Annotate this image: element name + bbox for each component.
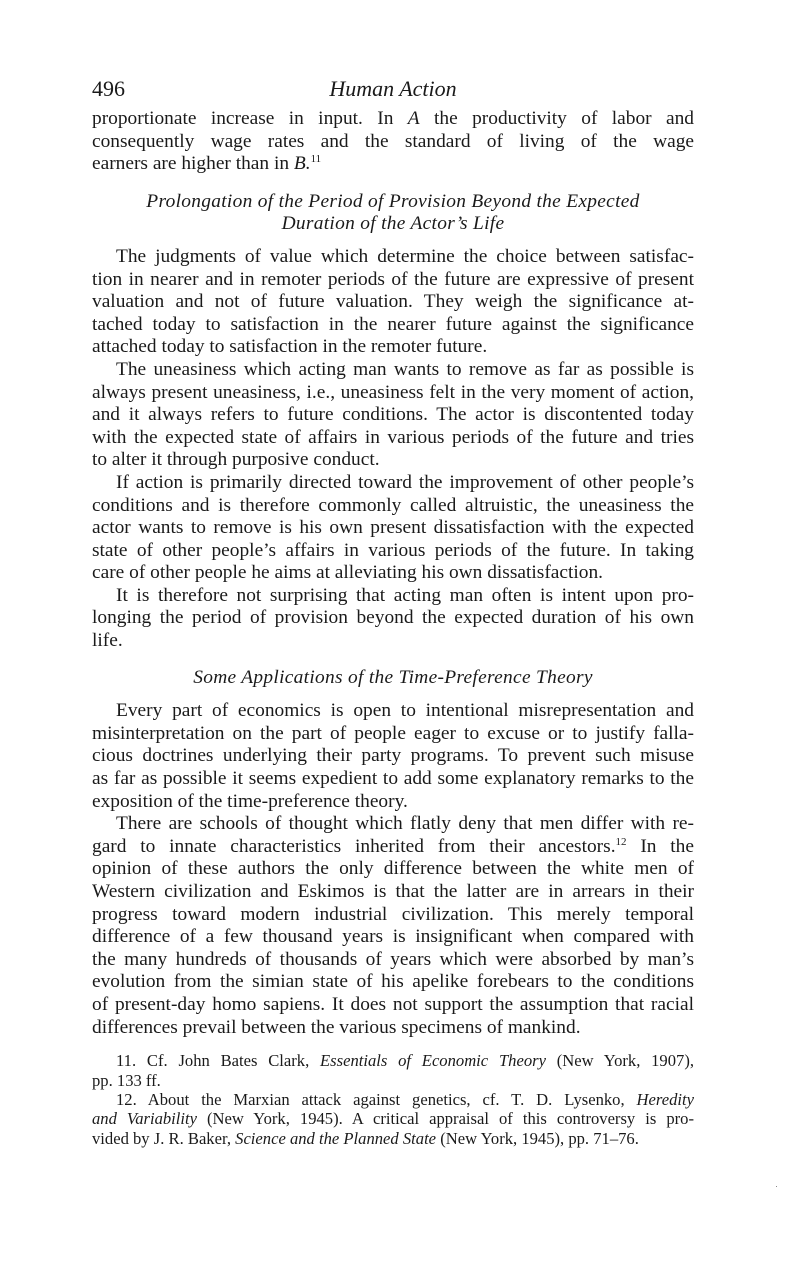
text-line: and it always refers to future conditions. The actor is discontented today — [92, 404, 694, 426]
book-page — [92, 76, 694, 1148]
footnote-11 — [92, 1051, 694, 1090]
text-line: life. — [92, 630, 123, 652]
text-line: proportionate increase in input. In A the productivity of labor and — [92, 108, 694, 129]
text-line: actor wants to remove is his own present dissatisfaction with the expected — [92, 517, 694, 539]
scan-speck — [776, 1186, 777, 1187]
footnote-line: 11. Cf. John Bates Clark, Essentials of Economic Theory (New York, 1907), — [116, 1051, 694, 1071]
text-line: exposition of the time-preference theory. — [92, 790, 408, 812]
text-line: gard to innate characteristics inherited from their ancestors.$^{12}$ In the — [92, 835, 694, 857]
text-line: the many hundreds of thousands of years which were absorbed by man’s — [92, 948, 694, 970]
paragraph — [92, 700, 694, 813]
footnote-ref-12[interactable]: 12 — [615, 835, 627, 848]
text-line: progress toward modern industrial civilization. This merely temporal — [92, 903, 694, 925]
heading-line: Duration of the Actor’s Life — [281, 213, 505, 235]
section-heading-prolongation — [92, 191, 694, 236]
text-line: always present uneasiness, i.e., uneasiness felt in the very moment of action, — [92, 381, 694, 403]
text-line: earners are higher than in B.$^{11}$ — [92, 153, 322, 175]
text-line: longing the period of provision beyond the expected duration of his own — [92, 607, 694, 629]
text-line: of present-day homo sapiens. It does not support the assumption that racial — [92, 993, 694, 1015]
text-line: cious doctrines underlying their party programs. To prevent such misuse — [92, 745, 694, 767]
footnote-line: vided by J. R. Baker, Science and the Planned State (New York, 1945), pp. 71–76. — [92, 1128, 639, 1148]
text-line: misinterpretation on the part of people eager to excuse or to justify falla- — [92, 722, 694, 744]
text-line: conditions and is therefore commonly called altruistic, the uneasiness the — [92, 494, 694, 516]
text-line: state of other people’s affairs in various periods of the future. In taking — [92, 539, 694, 561]
text-line: Western civilization and Eskimos is that the latter are in arrears in their — [92, 881, 694, 902]
text-line: care of other people he aims at alleviating his own dissatisfaction. — [92, 562, 604, 584]
paragraph — [92, 472, 694, 585]
text-line: difference of a few thousand years is insignificant when compared with — [92, 926, 694, 948]
text-line: Every part of economics is open to intentional misrepresentation and — [116, 700, 694, 722]
text-line: The uneasiness which acting man wants to remove as far as possible is — [116, 358, 694, 380]
footnote-line: and Variability (New York, 1945). A critical appraisal of this controversy is pro- — [92, 1109, 694, 1129]
text-line: valuation and not of future valuation. They weigh the significance at- — [92, 291, 694, 313]
text-line: opinion of these authors the only difference between the white men of — [92, 858, 694, 880]
footnote-12 — [92, 1090, 694, 1148]
text-line: evolution from the simian state of his apelike forebears to the conditions — [92, 971, 694, 993]
text-line: to alter it through purposive conduct. — [92, 449, 380, 471]
footnote-line: pp. 133 ff. — [92, 1070, 161, 1090]
section-heading-time-preference — [92, 667, 694, 690]
text-line: tached today to satisfaction in the nearer future against the significance — [92, 313, 694, 335]
heading-line: Prolongation of the Period of Provision Beyond the Expected — [146, 190, 640, 212]
footnote-line: 12. About the Marxian attack against genetics, cf. T. D. Lysenko, Heredity — [116, 1089, 694, 1109]
paragraph — [92, 813, 694, 1039]
text-line: tion in nearer and in remoter periods of the future are expressive of present — [92, 268, 694, 290]
page-number: 496 — [92, 76, 125, 101]
footnote-ref-11[interactable]: 11 — [310, 153, 322, 166]
text-line: There are schools of thought which flatly deny that men differ with re- — [116, 813, 694, 835]
text-line: attached today to satisfaction in the remoter future. — [92, 336, 488, 358]
text-line: If action is primarily directed toward the improvement of other people’s — [116, 471, 694, 493]
paragraph — [92, 359, 694, 472]
text-line: consequently wage rates and the standard of living of the wage — [92, 130, 694, 152]
text-line: with the expected state of affairs in various periods of the future and tries — [92, 426, 694, 448]
text-line: It is therefore not surprising that acting man often is intent upon pro- — [116, 584, 694, 606]
paragraph — [92, 585, 694, 653]
text-line: as far as possible it seems expedient to add some explanatory remarks to the — [92, 768, 694, 790]
text-line: differences prevail between the various specimens of mankind. — [92, 1016, 581, 1038]
page-header — [92, 76, 694, 106]
text-line: The judgments of value which determine the choice between satisfac- — [116, 245, 694, 267]
running-title: Human Action — [329, 76, 457, 101]
opening-paragraph — [92, 108, 694, 176]
paragraph — [92, 246, 694, 359]
footnotes — [92, 1051, 694, 1148]
heading-line: Some Applications of the Time-Preference Theory — [193, 666, 593, 688]
